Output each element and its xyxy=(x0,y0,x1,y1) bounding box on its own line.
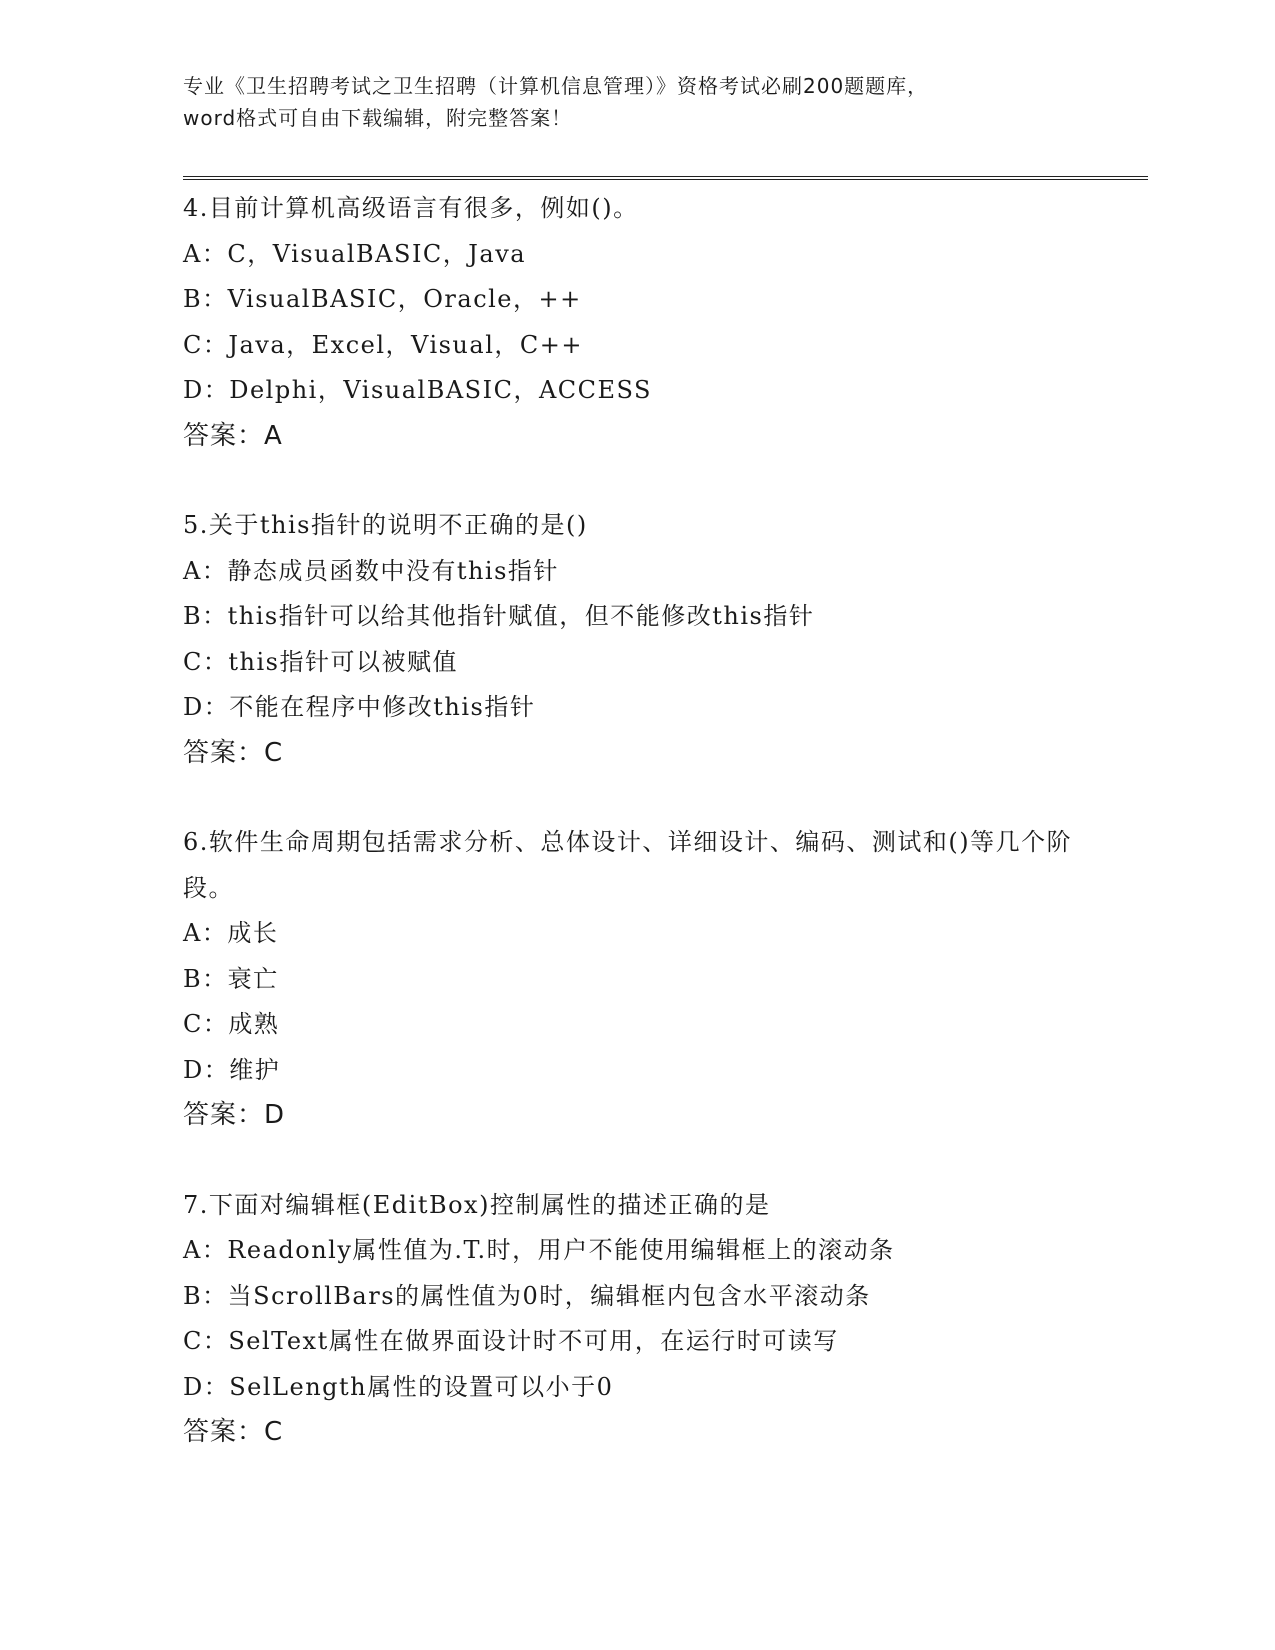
option-a: A：成长 xyxy=(183,919,279,947)
header-line-1: 专业《卫生招聘考试之卫生招聘（计算机信息管理）》资格考试必刷200题题库， xyxy=(183,74,929,98)
option-c: C：Java，Excel，Visual，C++ xyxy=(183,330,583,359)
header-divider xyxy=(183,176,1148,180)
question-list xyxy=(183,186,1103,1500)
option-a: A：静态成员函数中没有this指针 xyxy=(183,556,559,585)
answer-label: 答案：A xyxy=(183,420,283,451)
question-5 xyxy=(183,503,1103,776)
question-4 xyxy=(183,186,1103,459)
option-d: D：不能在程序中修改this指针 xyxy=(183,693,536,721)
answer-label: 答案：D xyxy=(183,1100,286,1130)
option-d: D：Delphi，VisualBASIC，ACCESS xyxy=(183,376,652,404)
question-stem: 6.软件生命周期包括需求分析、总体设计、详细设计、编码、测试和()等几个阶段。 xyxy=(183,828,1073,902)
question-stem: 4.目前计算机高级语言有很多，例如()。 xyxy=(183,194,639,222)
option-d: D：SelLength属性的设置可以小于0 xyxy=(183,1372,614,1401)
question-stem: 5.关于this指针的说明不正确的是() xyxy=(183,511,588,539)
answer-label: 答案：C xyxy=(183,1417,284,1447)
answer-label: 答案：C xyxy=(183,737,284,768)
option-b: B：衰亡 xyxy=(183,964,279,993)
question-6 xyxy=(183,820,1103,1139)
option-c: C：SelText属性在做界面设计时不可用，在运行时可读写 xyxy=(183,1327,839,1355)
page-header xyxy=(183,70,1083,134)
header-line-2: word格式可自由下载编辑，附完整答案！ xyxy=(183,106,573,130)
option-b: B：VisualBASIC，Oracle，++ xyxy=(183,285,582,313)
option-b: B：this指针可以给其他指针赋值，但不能修改this指针 xyxy=(183,602,815,630)
option-a: A：Readonly属性值为.T.时，用户不能使用编辑框上的滚动条 xyxy=(183,1236,895,1264)
option-b: B：当ScrollBars的属性值为0时，编辑框内包含水平滚动条 xyxy=(183,1281,871,1310)
option-c: C：this指针可以被赋值 xyxy=(183,647,458,676)
option-c: C：成熟 xyxy=(183,1010,280,1038)
option-a: A：C，VisualBASIC，Java xyxy=(183,239,527,268)
option-d: D：维护 xyxy=(183,1055,281,1084)
question-stem: 7.下面对编辑框(EditBox)控制属性的描述正确的是 xyxy=(183,1190,771,1219)
question-7 xyxy=(183,1183,1103,1456)
